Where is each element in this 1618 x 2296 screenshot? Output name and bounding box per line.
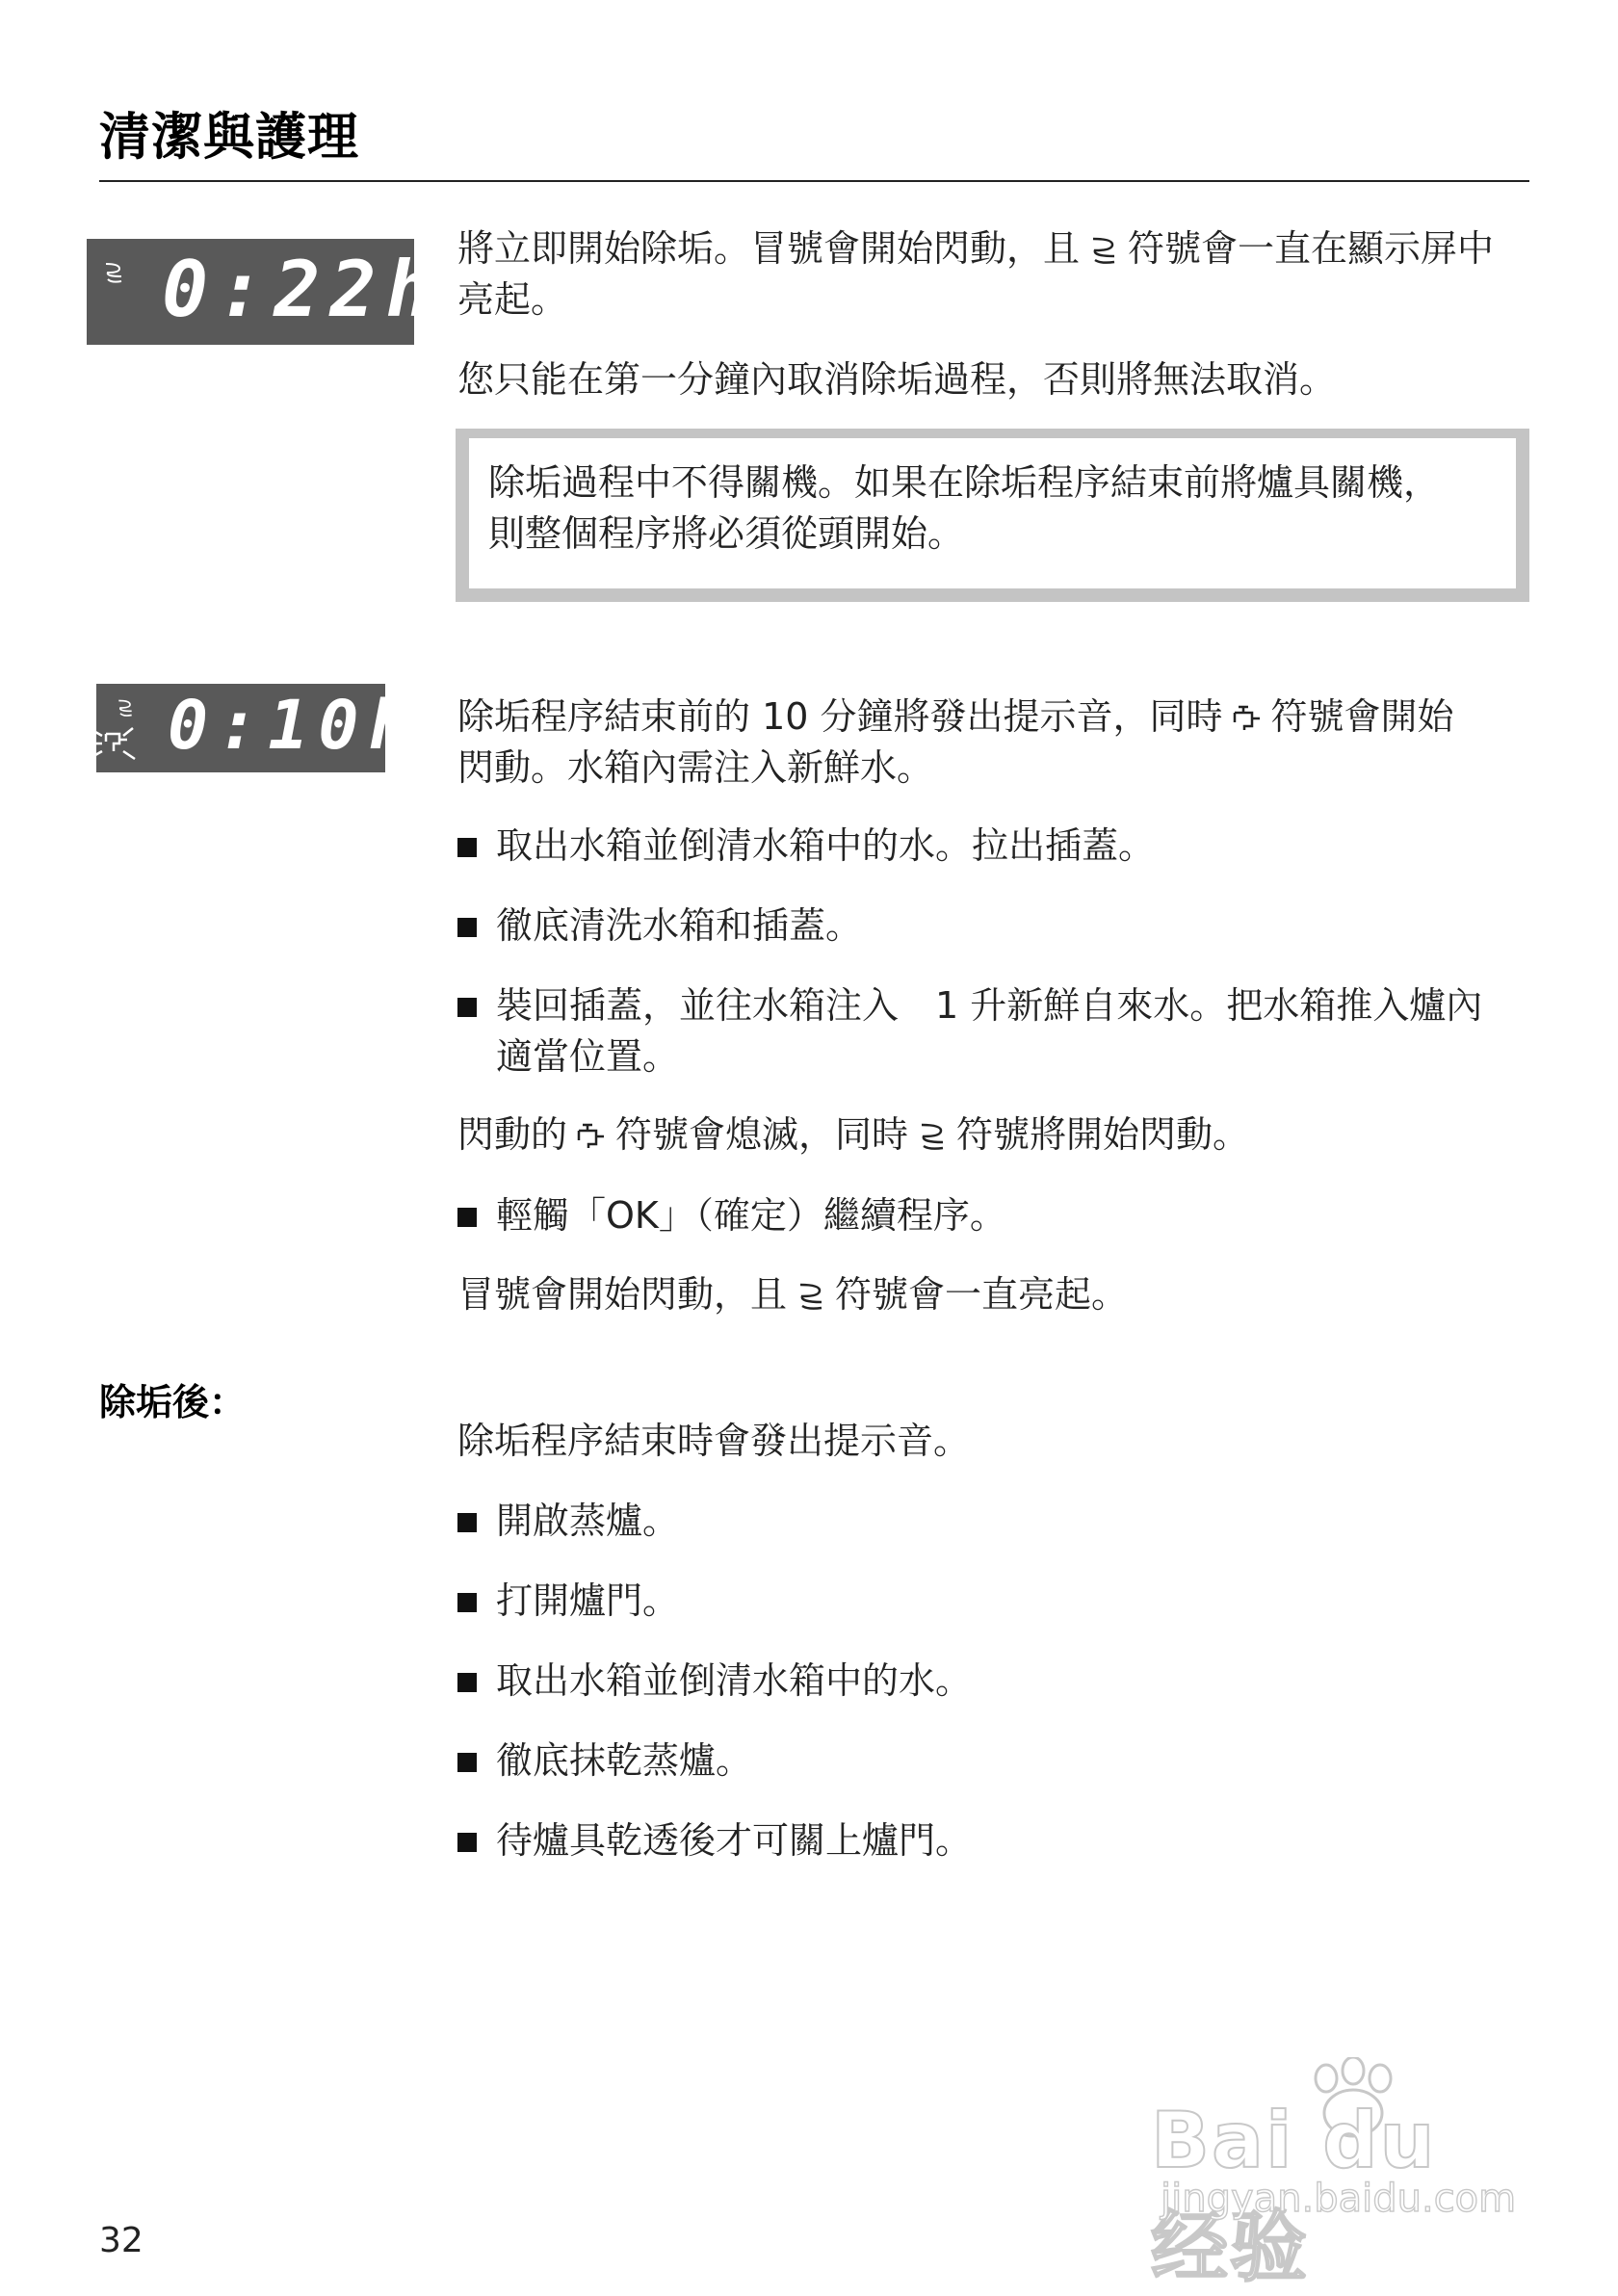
flashing-indicator-icon <box>85 718 150 767</box>
list-item <box>457 821 1527 872</box>
bullet-square <box>457 838 477 857</box>
bullet-square <box>457 1673 477 1692</box>
display-panel-1 <box>87 239 442 345</box>
bullet-square <box>457 1753 477 1772</box>
list-item <box>457 980 1527 1083</box>
page-title: 清潔與護理 <box>99 108 359 167</box>
section2-p1-part-c: 閃動。水箱內需注入新鮮水。 <box>457 746 934 789</box>
section2-p3-part-a: 冒號會開始閃動，且 <box>457 1273 788 1316</box>
section1-paragraph-2: 您只能在第一分鐘內取消除垢過程，否則將無法取消。 <box>457 358 1337 401</box>
list-item-text: 徹底清洗水箱和插蓋。 <box>496 904 863 947</box>
list-item-text: 取出水箱並倒清水箱中的水。 <box>496 1659 973 1702</box>
section2-p2-part-b: 符號會熄滅，同時 <box>615 1113 909 1156</box>
display-panel-2 <box>96 684 419 772</box>
list-item-text: 徹底抹乾蒸爐。 <box>496 1739 753 1782</box>
bullet-square <box>457 918 477 937</box>
display-1-digits: 0:22h <box>162 245 442 334</box>
list-item <box>457 1656 1527 1707</box>
list-item-text: 待爐具乾透後才可關上爐門。 <box>496 1819 973 1862</box>
section2-p2-part-a: 閃動的 <box>457 1113 568 1156</box>
section1-p1-part-b: 符號會一直在顯示屏中亮起。 <box>457 227 1495 321</box>
note-line-2: 則整個程序將必須從頭開始。 <box>488 512 965 555</box>
water-tap-icon <box>1231 701 1264 734</box>
baidu-watermark <box>1151 2061 1536 2292</box>
descale-icon <box>116 697 135 718</box>
list-item <box>457 1576 1527 1627</box>
watermark-brand: Bai du 经验 <box>1151 2096 1437 2292</box>
section2-p1-part-a: 除垢程序結束前的 10 分鐘將發出提示音，同時 <box>457 695 1223 738</box>
descale-icon <box>916 1119 949 1152</box>
bullet-square <box>457 1593 477 1612</box>
bullet-square <box>457 1208 477 1227</box>
section2-paragraph-1 <box>457 691 1527 794</box>
list-item-text: 輕觸「OK」（確定）繼續程序。 <box>496 1194 1006 1237</box>
warning-note-text <box>488 457 1509 560</box>
bullet-square <box>457 1513 477 1532</box>
page-number: 32 <box>99 2221 144 2260</box>
section2-paragraph-2 <box>457 1109 1527 1161</box>
section2-p3-part-b: 符號會一直亮起。 <box>835 1273 1129 1316</box>
bullet-square <box>457 998 477 1017</box>
warning-note-box <box>456 429 1529 602</box>
descale-icon <box>1087 233 1120 266</box>
list-item <box>457 1735 1527 1787</box>
list-item-text: 取出水箱並倒清水箱中的水。拉出插蓋。 <box>496 824 1156 867</box>
list-item-text-continued: 適當位置。 <box>496 1035 680 1078</box>
list-item <box>457 900 1527 952</box>
title-rule <box>99 180 1529 182</box>
section3-paragraph-1: 除垢程序結束時會發出提示音。 <box>457 1420 971 1462</box>
water-tap-icon <box>575 1119 608 1152</box>
list-item-text: 開啟蒸爐。 <box>496 1500 680 1542</box>
section-heading-after-descaling: 除垢後： <box>99 1381 247 1423</box>
bullet-square <box>457 1833 477 1852</box>
list-item <box>457 1496 1527 1547</box>
section1-paragraph-1 <box>457 223 1527 326</box>
section2-p1-part-b: 符號會開始 <box>1270 695 1454 738</box>
section2-p2-part-c: 符號將開始閃動。 <box>956 1113 1250 1156</box>
list-item-text: 打開爐門。 <box>496 1579 680 1622</box>
list-item <box>457 1815 1527 1866</box>
section1-p1-part-a: 將立即開始除垢。冒號會開始閃動，且 <box>457 227 1081 270</box>
list-item-text: 裝回插蓋，並往水箱注入 1 升新鮮自來水。把水箱推入爐內 <box>496 984 1483 1027</box>
display-2-digits: 0:10h <box>168 686 419 765</box>
section2-paragraph-3 <box>457 1269 1527 1320</box>
list-item <box>457 1190 1527 1241</box>
descale-icon <box>102 260 125 285</box>
descale-icon <box>795 1279 827 1312</box>
watermark-url: jingyan.baidu.com <box>1161 2177 1517 2221</box>
note-line-1: 除垢過程中不得關機。如果在除垢程序結束前將爐具關機， <box>488 461 1441 504</box>
